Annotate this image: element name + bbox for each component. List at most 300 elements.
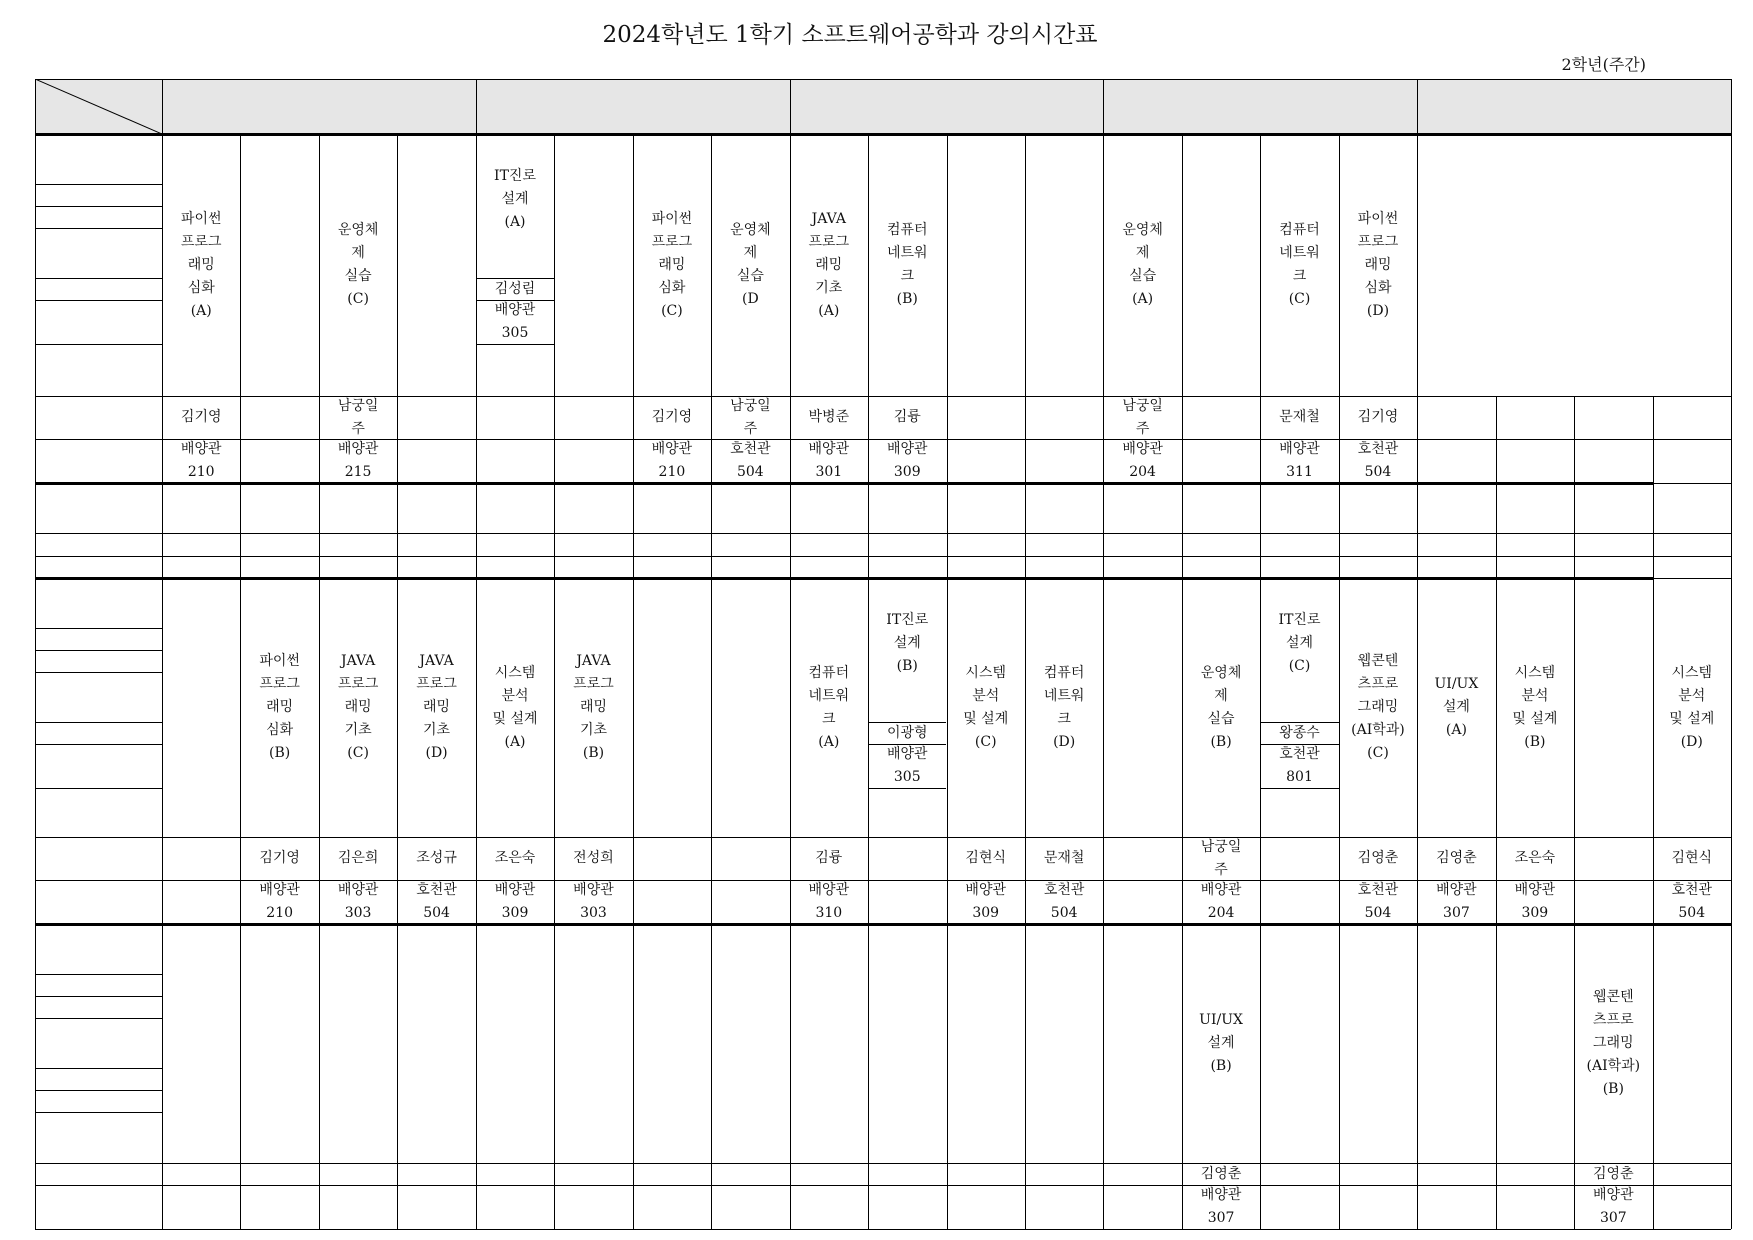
course-block1-7-line: 제 xyxy=(1135,245,1150,261)
course-block2-4-line: JAVA xyxy=(576,653,611,669)
row-line xyxy=(162,556,1731,557)
day-header-1 xyxy=(476,79,790,134)
room-block2-1 xyxy=(319,880,397,924)
inner-room-block2-10-line: 801 xyxy=(1286,769,1313,785)
professor-block2-5 xyxy=(790,837,868,880)
course-block2-11-line: (AI학과) xyxy=(1351,722,1405,738)
course-block2-14-line: 및 설계 xyxy=(1669,710,1715,727)
row-label-10 xyxy=(35,396,162,439)
course-block2-14 xyxy=(1653,578,1731,837)
course-block2-2-line: 래밍 xyxy=(423,699,451,715)
professor-block1-7-line: 남궁일 xyxy=(1122,397,1163,414)
course-block2-11 xyxy=(1339,578,1417,837)
course-block2-12-line: UI/UX xyxy=(1434,676,1479,692)
professor-block2-7 xyxy=(947,837,1025,880)
row-label-13 xyxy=(35,507,162,533)
inner-room-block2-10 xyxy=(1260,744,1338,788)
course-block2-1-line: 기초 xyxy=(344,722,372,738)
course-block1-1-line: 운영체 xyxy=(337,222,379,238)
label-separator xyxy=(35,533,162,534)
professor-block2-4 xyxy=(554,837,632,880)
label-separator xyxy=(35,788,162,789)
professor-block4-1 xyxy=(1574,1163,1652,1185)
course-block2-9-line: (B) xyxy=(1210,733,1232,750)
room-block1-1-line: 215 xyxy=(344,464,372,480)
row-label-32 xyxy=(35,1018,162,1042)
professor-block2-11-line: 김영춘 xyxy=(1357,850,1399,866)
room-block1-4-line: 호천관 xyxy=(730,441,771,457)
course-block1-0-line: 파이썬 xyxy=(180,210,222,227)
course-block2-9 xyxy=(1182,578,1260,837)
professor-block2-9-line: 남궁일 xyxy=(1200,838,1242,855)
label-separator xyxy=(35,744,162,745)
room-block4-0-line: 배양관 xyxy=(1200,1187,1242,1203)
professor-block2-13 xyxy=(1496,837,1574,880)
course-block2-2-line: 프로그 xyxy=(416,676,457,692)
professor-block2-3-line: 조은숙 xyxy=(494,850,536,866)
day-header-3 xyxy=(1103,79,1417,134)
professor-block1-4-line: 남궁일 xyxy=(730,397,771,414)
row-label-7 xyxy=(35,300,162,344)
course-block2-3-line: (A) xyxy=(504,733,526,750)
course-block2-11-line: 그래밍 xyxy=(1357,699,1399,715)
professor-block1-1 xyxy=(319,396,397,439)
course-block1-8-line: 네트워 xyxy=(1279,245,1320,261)
row-label-8 xyxy=(35,344,162,370)
room-block2-8-line: 504 xyxy=(1050,905,1078,921)
course-block2-2-line: 기초 xyxy=(423,722,451,738)
inner-room-block2-6-line: 배양관 xyxy=(886,746,928,762)
course-block1-2 xyxy=(476,134,554,264)
room-block2-4 xyxy=(554,880,632,924)
label-separator xyxy=(35,206,162,207)
label-separator xyxy=(35,439,162,440)
row-label-5 xyxy=(35,252,162,278)
row-line xyxy=(1653,483,1731,484)
room-block1-7 xyxy=(1103,439,1181,483)
row-label-19 xyxy=(35,650,162,672)
row-label-34 xyxy=(35,1068,162,1090)
room-block2-5 xyxy=(790,880,868,924)
course-block1-2-line: 설계 xyxy=(501,190,529,207)
room-block2-14-line: 504 xyxy=(1678,905,1706,921)
border-top xyxy=(35,79,1731,80)
row-label-1 xyxy=(35,158,162,184)
label-separator xyxy=(35,1018,162,1019)
course-block4-0-line: UI/UX xyxy=(1199,1012,1243,1028)
room-block1-3 xyxy=(633,439,711,483)
course-block2-3-line: 분석 xyxy=(501,687,529,704)
course-block2-3-line: 및 설계 xyxy=(492,710,538,727)
course-block2-8-line: (D) xyxy=(1053,733,1076,750)
professor-block2-7-line: 김현식 xyxy=(965,850,1006,866)
course-block1-1-line: 실습 xyxy=(344,268,372,284)
inner-room-block1-2 xyxy=(476,300,554,344)
course-block2-5 xyxy=(790,578,868,837)
row-label-3 xyxy=(35,206,162,228)
course-block2-1-line: JAVA xyxy=(340,653,376,669)
professor-block1-0 xyxy=(162,396,240,439)
day-divider xyxy=(476,79,477,134)
course-block2-2-line: (D) xyxy=(425,745,448,761)
course-block1-3-line: 프로그 xyxy=(651,233,693,250)
room-block2-11 xyxy=(1339,880,1417,924)
course-block2-6 xyxy=(868,578,946,708)
course-block1-7 xyxy=(1103,134,1181,396)
professor-block1-1-line: 남궁일 xyxy=(337,397,379,414)
room-block2-5-line: 310 xyxy=(815,905,843,921)
row-label-20 xyxy=(35,672,162,696)
professor-block2-4-line: 전성희 xyxy=(573,850,614,866)
course-block1-4 xyxy=(711,134,789,396)
course-block2-5-line: 네트워 xyxy=(808,687,850,704)
course-block2-1-line: 프로그 xyxy=(337,676,379,692)
label-separator xyxy=(35,974,162,975)
course-block1-9-line: 심화 xyxy=(1364,279,1392,296)
inner-prof-block2-6 xyxy=(868,722,946,744)
label-separator xyxy=(35,300,162,301)
label-separator xyxy=(35,722,162,723)
course-block2-11-line: 웹콘텐 xyxy=(1357,653,1399,669)
inner-room-block2-6 xyxy=(868,744,946,788)
room-block2-7-line: 309 xyxy=(972,905,1000,921)
row-label-30 xyxy=(35,974,162,996)
course-block1-0 xyxy=(162,134,240,396)
professor-block2-5-line: 김륭 xyxy=(815,850,843,866)
room-block2-9-line: 204 xyxy=(1207,905,1235,921)
professor-block1-3-line: 김기영 xyxy=(651,409,693,425)
room-block4-1-line: 307 xyxy=(1599,1210,1627,1226)
row-label-0 xyxy=(35,134,162,158)
inner-room-block2-6-line: 305 xyxy=(893,769,921,785)
course-block2-12-line: 설계 xyxy=(1442,699,1470,715)
professor-block1-4 xyxy=(711,396,789,439)
room-block1-9 xyxy=(1339,439,1417,483)
course-block2-10-line: IT진로 xyxy=(1278,611,1321,628)
course-block4-1-line: (B) xyxy=(1602,1081,1624,1097)
room-block2-2-line: 504 xyxy=(423,905,450,921)
room-block2-12-line: 307 xyxy=(1443,905,1470,921)
room-block2-8 xyxy=(1025,880,1103,924)
professor-block1-6 xyxy=(868,396,946,439)
room-block1-0-line: 배양관 xyxy=(180,441,222,457)
course-block2-12-line: (A) xyxy=(1445,722,1467,738)
inner-prof-block2-10 xyxy=(1260,722,1338,744)
course-block1-4-line: 제 xyxy=(743,245,758,261)
professor-block2-0 xyxy=(240,837,318,880)
course-block2-9-line: 실습 xyxy=(1207,710,1235,727)
label-separator xyxy=(35,1068,162,1069)
room-block1-9-line: 504 xyxy=(1364,464,1392,480)
course-block2-4-line: (B) xyxy=(582,745,605,761)
course-block2-4-line: 기초 xyxy=(579,722,607,738)
row-label-11 xyxy=(35,439,162,483)
room-block2-5-line: 배양관 xyxy=(808,882,850,898)
professor-block2-8 xyxy=(1025,837,1103,880)
course-block4-1-line: (AI학과) xyxy=(1586,1058,1641,1074)
room-block1-1 xyxy=(319,439,397,483)
label-separator xyxy=(35,1185,162,1186)
course-block1-5-line: (A) xyxy=(818,302,840,319)
label-separator xyxy=(35,184,162,185)
course-block2-0-line: 심화 xyxy=(266,722,294,738)
room-block2-3-line: 배양관 xyxy=(494,882,536,898)
professor-block2-12-line: 김영춘 xyxy=(1436,850,1477,866)
room-block1-6-line: 309 xyxy=(893,464,921,480)
row-label-27 xyxy=(35,880,162,924)
course-block1-8-line: 컴퓨터 xyxy=(1279,222,1320,238)
course-block1-3-line: 파이썬 xyxy=(651,210,693,227)
course-block2-7-line: (C) xyxy=(974,733,997,750)
course-block2-5-line: (A) xyxy=(818,733,840,750)
course-block2-2-line: JAVA xyxy=(419,653,454,669)
row-label-33 xyxy=(35,1042,162,1068)
course-block4-0-line: (B) xyxy=(1210,1058,1232,1074)
course-block2-13-line: 시스템 xyxy=(1514,664,1556,681)
course-block2-7-line: 분석 xyxy=(972,687,1000,704)
row-label-14 xyxy=(35,533,162,556)
course-block1-0-line: (A) xyxy=(190,302,212,319)
room-block2-1-line: 303 xyxy=(344,905,372,921)
professor-block1-8 xyxy=(1260,396,1338,439)
course-block1-3-line: (C) xyxy=(661,302,683,319)
course-block2-9-line: 운영체 xyxy=(1200,664,1242,681)
row-label-22 xyxy=(35,722,162,744)
inner-line xyxy=(476,344,554,345)
room-block1-7-line: 204 xyxy=(1129,464,1156,480)
label-separator xyxy=(35,278,162,279)
course-block1-7-line: 운영체 xyxy=(1122,222,1163,238)
course-block2-12 xyxy=(1417,578,1495,837)
page-title: 2024학년도 1학기 소프트웨어공학과 강의시간표 xyxy=(602,22,1098,48)
course-block1-6-line: (B) xyxy=(896,291,918,307)
border-right xyxy=(1731,79,1732,1229)
row-line xyxy=(162,439,1731,440)
course-block4-1 xyxy=(1574,924,1652,1163)
day-divider xyxy=(1417,79,1418,134)
course-block2-14-line: (D) xyxy=(1680,733,1703,750)
course-block2-0-line: 래밍 xyxy=(266,699,294,715)
room-block1-5-line: 301 xyxy=(815,464,843,480)
course-block2-1 xyxy=(319,578,397,837)
professor-block2-14 xyxy=(1653,837,1731,880)
course-block1-1-line: (C) xyxy=(347,291,369,307)
course-block1-5-line: 프로그 xyxy=(808,233,850,250)
room-block1-9-line: 호천관 xyxy=(1357,441,1399,457)
course-block1-1 xyxy=(319,134,397,396)
room-block2-9 xyxy=(1182,880,1260,924)
course-block1-7-line: 실습 xyxy=(1129,268,1157,284)
row-label-35 xyxy=(35,1090,162,1112)
row-line xyxy=(162,1185,1731,1186)
room-block2-2-line: 호천관 xyxy=(416,882,457,898)
room-block2-0-line: 배양관 xyxy=(259,882,300,898)
room-block2-12 xyxy=(1417,880,1495,924)
course-block1-1-line: 제 xyxy=(351,245,365,261)
label-separator xyxy=(35,650,162,651)
course-block1-9-line: 래밍 xyxy=(1364,256,1392,273)
room-block2-0-line: 210 xyxy=(266,905,294,921)
row-label-24 xyxy=(35,788,162,812)
grade-subtitle: 2학년(주간) xyxy=(1561,55,1646,74)
row-label-4 xyxy=(35,228,162,252)
course-block2-6-line: IT진로 xyxy=(886,611,929,628)
row-label-21 xyxy=(35,696,162,722)
room-block4-0 xyxy=(1182,1185,1260,1229)
course-block1-8 xyxy=(1260,134,1338,396)
room-block2-11-line: 호천관 xyxy=(1357,882,1399,898)
course-block2-13-line: 및 설계 xyxy=(1512,710,1558,727)
course-block2-0-line: 프로그 xyxy=(259,676,300,692)
label-separator xyxy=(35,837,162,838)
professor-block4-1-line: 김영춘 xyxy=(1593,1165,1634,1182)
professor-block4-0-line: 김영춘 xyxy=(1200,1165,1242,1182)
corner-day-label xyxy=(95,79,155,103)
professor-block2-3 xyxy=(476,837,554,880)
inner-line xyxy=(868,788,946,789)
course-block1-4-line: 운영체 xyxy=(730,222,771,238)
room-block1-8-line: 배양관 xyxy=(1279,441,1320,457)
row-label-12 xyxy=(35,483,162,507)
inner-line xyxy=(1260,788,1338,789)
professor-block1-7 xyxy=(1103,396,1181,439)
course-block2-0 xyxy=(240,578,318,837)
course-block2-13-line: 분석 xyxy=(1521,687,1549,704)
room-block2-13-line: 배양관 xyxy=(1514,882,1556,898)
inner-prof-block1-2 xyxy=(476,278,554,300)
room-block2-13-line: 309 xyxy=(1521,905,1549,921)
course-block2-7 xyxy=(947,578,1025,837)
room-block1-4 xyxy=(711,439,789,483)
inner-prof-block2-10-line: 왕종수 xyxy=(1279,724,1320,741)
room-block2-11-line: 504 xyxy=(1364,905,1392,921)
course-block2-8-line: 크 xyxy=(1057,710,1071,727)
professor-block1-1-line: 주 xyxy=(351,420,365,437)
course-block2-4 xyxy=(554,578,632,837)
professor-block4-0 xyxy=(1182,1163,1260,1185)
room-block1-5-line: 배양관 xyxy=(808,441,850,457)
course-block2-10 xyxy=(1260,578,1338,708)
room-block4-1 xyxy=(1574,1185,1652,1229)
general-education-label xyxy=(1417,134,1731,396)
professor-block2-13-line: 조은숙 xyxy=(1514,850,1556,866)
course-block2-4-line: 프로그 xyxy=(573,676,614,692)
course-block2-9-line: 제 xyxy=(1214,687,1228,704)
course-block1-9-line: 파이썬 xyxy=(1357,210,1399,227)
professor-block2-1 xyxy=(319,837,397,880)
corner-period-label xyxy=(39,106,89,132)
room-block2-8-line: 호천관 xyxy=(1043,882,1085,898)
label-separator xyxy=(35,672,162,673)
row-label-16 xyxy=(35,578,162,602)
course-block1-8-line: 크 xyxy=(1292,268,1307,284)
professor-block1-6-line: 김륭 xyxy=(893,409,921,425)
professor-block1-5-line: 박병준 xyxy=(808,409,850,425)
course-block1-6-line: 크 xyxy=(900,268,915,284)
course-block1-2-line: IT진로 xyxy=(494,167,536,184)
course-block4-1-line: 그래밍 xyxy=(1593,1035,1634,1051)
day-header-4 xyxy=(1417,79,1731,134)
row-label-6 xyxy=(35,278,162,300)
professor-block1-7-line: 주 xyxy=(1135,420,1150,437)
room-block1-5 xyxy=(790,439,868,483)
professor-block1-4-line: 주 xyxy=(743,420,758,437)
row-line xyxy=(162,533,1731,534)
row-label-18 xyxy=(35,628,162,650)
course-block2-13 xyxy=(1496,578,1574,837)
room-block2-4-line: 배양관 xyxy=(573,882,614,898)
professor-block2-9-line: 주 xyxy=(1214,861,1228,878)
course-block2-6-line: 설계 xyxy=(893,634,921,651)
professor-block1-9-line: 김기영 xyxy=(1357,409,1399,425)
day-header-2 xyxy=(790,79,1104,134)
course-block1-9-line: (D) xyxy=(1366,302,1390,319)
professor-block2-11 xyxy=(1339,837,1417,880)
row-label-26 xyxy=(35,837,162,880)
course-block2-2 xyxy=(397,578,475,837)
label-separator xyxy=(35,556,162,557)
course-block2-10-line: (C) xyxy=(1288,657,1311,674)
course-block1-6-line: 컴퓨터 xyxy=(886,222,928,238)
professor-block1-8-line: 문재철 xyxy=(1279,409,1320,425)
inner-room-block1-2-line: 305 xyxy=(501,325,529,341)
course-block2-0-line: 파이썬 xyxy=(259,653,300,669)
day-divider xyxy=(790,79,791,134)
professor-block2-0-line: 김기영 xyxy=(259,850,300,866)
professor-block2-1-line: 김은희 xyxy=(337,850,379,866)
day-header-0 xyxy=(162,79,476,134)
course-block2-5-line: 컴퓨터 xyxy=(808,664,850,681)
inner-room-block2-10-line: 호천관 xyxy=(1279,746,1320,762)
room-block1-1-line: 배양관 xyxy=(337,441,379,457)
course-block4-1-line: 웹콘텐 xyxy=(1593,989,1634,1005)
inner-prof-block2-6-line: 이광형 xyxy=(886,724,928,741)
room-block2-12-line: 배양관 xyxy=(1436,882,1477,898)
room-block1-8 xyxy=(1260,439,1338,483)
room-block2-0 xyxy=(240,880,318,924)
room-block2-1-line: 배양관 xyxy=(337,882,379,898)
room-block1-8-line: 311 xyxy=(1286,464,1313,480)
row-line xyxy=(162,396,1731,397)
label-separator xyxy=(35,396,162,397)
room-block2-4-line: 303 xyxy=(580,905,607,921)
course-block1-6-line: 네트워 xyxy=(886,245,928,261)
course-block2-3-line: 시스템 xyxy=(494,664,536,681)
course-block1-6 xyxy=(868,134,946,396)
course-block2-13-line: (B) xyxy=(1524,733,1546,750)
course-block1-5-line: JAVA xyxy=(811,210,846,227)
row-label-37 xyxy=(35,1136,162,1163)
room-block2-14 xyxy=(1653,880,1731,924)
row-label-28 xyxy=(35,924,162,948)
course-block2-6-line: (B) xyxy=(896,657,918,674)
professor-block2-2-line: 조성규 xyxy=(416,850,457,866)
course-block1-2-line: (A) xyxy=(504,213,526,230)
room-block2-13 xyxy=(1496,880,1574,924)
professor-block2-2 xyxy=(397,837,475,880)
course-block2-14-line: 시스템 xyxy=(1671,664,1713,681)
day-divider xyxy=(1103,79,1104,134)
course-block1-0-line: 래밍 xyxy=(187,256,215,273)
room-block4-1-line: 배양관 xyxy=(1593,1187,1634,1203)
course-block2-1-line: 래밍 xyxy=(344,699,372,715)
border-left xyxy=(35,79,36,1229)
row-label-9 xyxy=(35,370,162,396)
course-block4-1-line: 츠프로 xyxy=(1593,1012,1634,1028)
room-block2-7-line: 배양관 xyxy=(965,882,1006,898)
course-block1-7-line: (A) xyxy=(1132,291,1154,307)
professor-block1-9 xyxy=(1339,396,1417,439)
